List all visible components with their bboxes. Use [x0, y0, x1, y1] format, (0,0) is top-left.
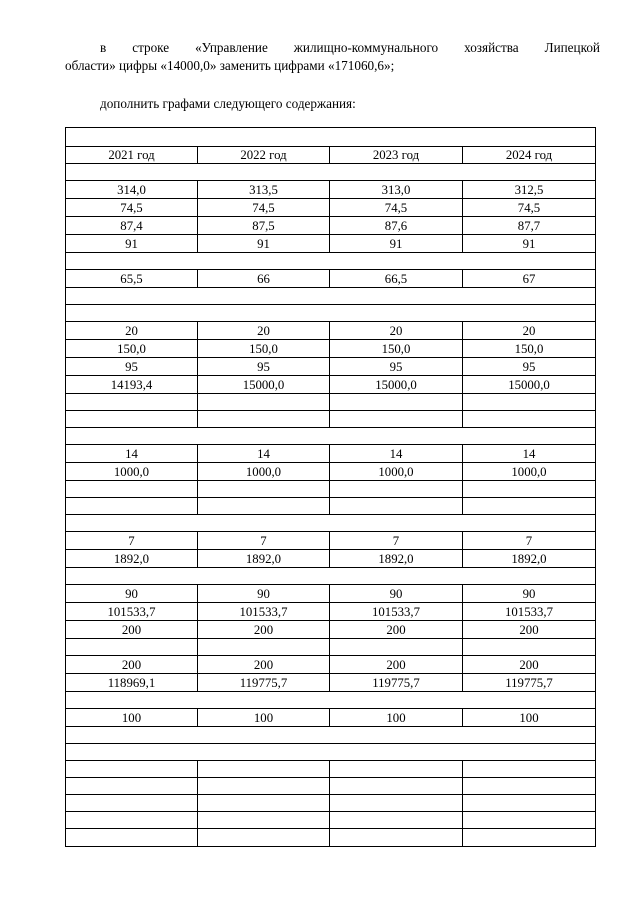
table-cell: 20 [198, 322, 330, 340]
table-cell: 20 [463, 322, 596, 340]
table-cell: 313,0 [330, 181, 463, 199]
table-row [66, 709, 596, 727]
table-cell: 200 [66, 621, 198, 639]
table-cell: 20 [66, 322, 198, 340]
table-cell [66, 481, 198, 498]
table-cell: 119775,7 [330, 674, 463, 692]
table-cell [198, 394, 330, 411]
table-row [66, 656, 596, 674]
table-cell: 90 [198, 585, 330, 603]
table-cell: 20 [330, 322, 463, 340]
table-row [66, 217, 596, 235]
table-cell: 1000,0 [463, 463, 596, 481]
table-spacer-row [66, 727, 596, 744]
table-cell [66, 812, 198, 829]
table-row [66, 445, 596, 463]
table-cell [463, 812, 596, 829]
table-row [66, 481, 596, 498]
table-cell [198, 812, 330, 829]
table-cell: 312,5 [463, 181, 596, 199]
spacer-cell [66, 305, 596, 322]
spacer-cell [66, 253, 596, 270]
table-cell: 1892,0 [198, 550, 330, 568]
table-cell: 200 [198, 656, 330, 674]
table-spacer-row [66, 128, 596, 147]
table-cell: 95 [330, 358, 463, 376]
table-cell [66, 795, 198, 812]
table-row [66, 674, 596, 692]
table-cell: 74,5 [330, 199, 463, 217]
table-row [66, 812, 596, 829]
table-cell: 90 [463, 585, 596, 603]
table-cell: 87,5 [198, 217, 330, 235]
table-cell [66, 829, 198, 847]
table-cell: 14 [330, 445, 463, 463]
table-cell [198, 829, 330, 847]
table-row [66, 550, 596, 568]
table-cell: 313,5 [198, 181, 330, 199]
table-cell: 200 [330, 621, 463, 639]
table-cell: 87,7 [463, 217, 596, 235]
spacer-cell [66, 515, 596, 532]
table-row [66, 394, 596, 411]
table-cell: 200 [66, 656, 198, 674]
table-row [66, 376, 596, 394]
table-row [66, 639, 596, 656]
table-cell: 90 [66, 585, 198, 603]
table-cell [330, 481, 463, 498]
table-spacer-row [66, 253, 596, 270]
spacer-cell [66, 568, 596, 585]
table-cell: 95 [198, 358, 330, 376]
table-cell: 101533,7 [66, 603, 198, 621]
table-cell [198, 761, 330, 778]
table-cell: 1892,0 [330, 550, 463, 568]
table-row [66, 181, 596, 199]
table-cell: 95 [463, 358, 596, 376]
table-row [66, 270, 596, 288]
table-row [66, 463, 596, 481]
table-cell [330, 639, 463, 656]
table-cell: 1000,0 [198, 463, 330, 481]
table-cell [330, 829, 463, 847]
column-header: 2023 год [330, 147, 463, 164]
table-cell [198, 639, 330, 656]
table-cell: 1000,0 [330, 463, 463, 481]
table-cell [330, 795, 463, 812]
table-cell [463, 778, 596, 795]
amendment-line-2: области» цифры «14000,0» заменить цифрами «171060,6»; [65, 58, 395, 73]
spacer-cell [66, 428, 596, 445]
table-cell: 15000,0 [330, 376, 463, 394]
table-cell: 314,0 [66, 181, 198, 199]
table-cell: 66 [198, 270, 330, 288]
spacer-cell [66, 288, 596, 305]
table-row [66, 147, 596, 164]
table-cell: 91 [66, 235, 198, 253]
table-cell: 87,6 [330, 217, 463, 235]
table-cell [198, 778, 330, 795]
table-cell: 14193,4 [66, 376, 198, 394]
table-cell: 7 [330, 532, 463, 550]
table-cell: 1000,0 [66, 463, 198, 481]
table-cell [463, 795, 596, 812]
table-cell: 101533,7 [463, 603, 596, 621]
table-cell: 7 [198, 532, 330, 550]
table-cell: 100 [330, 709, 463, 727]
table-cell: 65,5 [66, 270, 198, 288]
spacer-cell [66, 727, 596, 744]
table-cell [330, 498, 463, 515]
table-cell [198, 795, 330, 812]
table-cell [463, 498, 596, 515]
table-cell: 14 [463, 445, 596, 463]
table-spacer-row [66, 692, 596, 709]
table-row [66, 498, 596, 515]
table-cell: 1892,0 [463, 550, 596, 568]
table-cell: 200 [463, 621, 596, 639]
column-header: 2022 год [198, 147, 330, 164]
table-cell: 91 [463, 235, 596, 253]
table-cell: 15000,0 [198, 376, 330, 394]
table-spacer-row [66, 164, 596, 181]
table-spacer-row [66, 288, 596, 305]
table-row [66, 761, 596, 778]
table-cell: 91 [330, 235, 463, 253]
table-row [66, 585, 596, 603]
table-spacer-row [66, 305, 596, 322]
table-cell: 100 [66, 709, 198, 727]
table-cell [66, 639, 198, 656]
table-cell: 100 [463, 709, 596, 727]
table-cell: 1892,0 [66, 550, 198, 568]
table-cell [330, 411, 463, 428]
table-cell: 7 [66, 532, 198, 550]
table-cell: 14 [66, 445, 198, 463]
table-cell: 74,5 [66, 199, 198, 217]
table-cell: 200 [463, 656, 596, 674]
table-cell: 74,5 [198, 199, 330, 217]
table-spacer-row [66, 515, 596, 532]
column-header: 2021 год [66, 147, 198, 164]
spacer-cell [66, 692, 596, 709]
table-cell [66, 411, 198, 428]
table-cell [198, 411, 330, 428]
table-row [66, 778, 596, 795]
table-cell [330, 778, 463, 795]
table-row [66, 199, 596, 217]
table-spacer-row [66, 568, 596, 585]
table-cell [330, 761, 463, 778]
table-row [66, 795, 596, 812]
table-row [66, 829, 596, 847]
table-spacer-row [66, 744, 596, 761]
column-header: 2024 год [463, 147, 596, 164]
table-cell: 101533,7 [198, 603, 330, 621]
table-cell: 74,5 [463, 199, 596, 217]
table-cell: 15000,0 [463, 376, 596, 394]
table-cell [66, 778, 198, 795]
table-cell [198, 498, 330, 515]
table-row [66, 235, 596, 253]
table-cell: 67 [463, 270, 596, 288]
table-cell: 200 [198, 621, 330, 639]
table-cell: 200 [330, 656, 463, 674]
table-row [66, 603, 596, 621]
supplement-paragraph: дополнить графами следующего содержания: [100, 96, 356, 111]
table-cell: 87,4 [66, 217, 198, 235]
table-cell: 150,0 [66, 340, 198, 358]
spacer-cell [66, 164, 596, 181]
table-cell: 7 [463, 532, 596, 550]
table-cell [66, 498, 198, 515]
spacer-cell [66, 128, 596, 147]
spacer-cell [66, 744, 596, 761]
table-cell: 101533,7 [330, 603, 463, 621]
table-spacer-row [66, 428, 596, 445]
table-cell: 150,0 [463, 340, 596, 358]
table-cell [463, 411, 596, 428]
table-row [66, 532, 596, 550]
table-cell: 90 [330, 585, 463, 603]
table-row [66, 340, 596, 358]
table-row [66, 411, 596, 428]
table-cell: 118969,1 [66, 674, 198, 692]
table-row [66, 621, 596, 639]
table-cell [463, 761, 596, 778]
table-cell: 100 [198, 709, 330, 727]
table-cell [463, 829, 596, 847]
table-cell: 14 [198, 445, 330, 463]
table-cell [330, 394, 463, 411]
amendment-paragraph [65, 39, 600, 75]
table-cell [463, 481, 596, 498]
table-cell: 66,5 [330, 270, 463, 288]
budget-table [65, 127, 596, 847]
table-cell: 95 [66, 358, 198, 376]
table-cell: 150,0 [330, 340, 463, 358]
table-cell: 119775,7 [198, 674, 330, 692]
table-cell [463, 394, 596, 411]
table-cell: 150,0 [198, 340, 330, 358]
amendment-line-1: в строке «Управление жилищно-коммунального хозяйства Липецкой [100, 40, 600, 55]
table-cell [66, 761, 198, 778]
table-row [66, 358, 596, 376]
table-cell [66, 394, 198, 411]
table-cell: 91 [198, 235, 330, 253]
table-cell [198, 481, 330, 498]
table-cell [463, 639, 596, 656]
table-row [66, 322, 596, 340]
table-cell [330, 812, 463, 829]
table-cell: 119775,7 [463, 674, 596, 692]
